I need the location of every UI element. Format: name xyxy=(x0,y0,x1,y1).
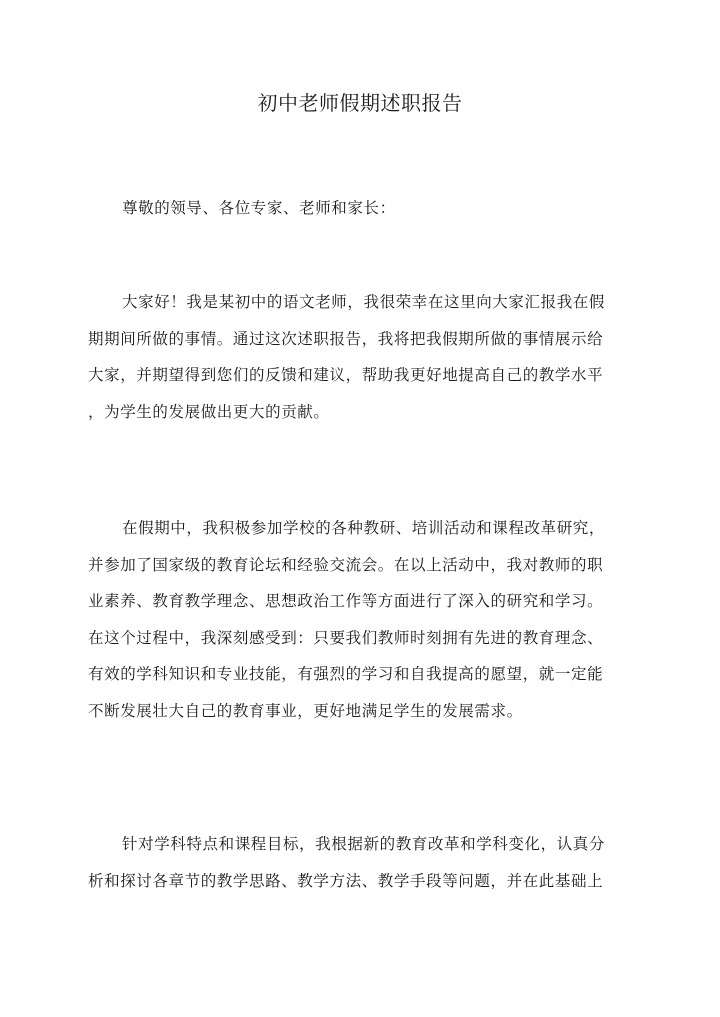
paragraph-line: 大家，并期望得到您们的反馈和建议，帮助我更好地提高自己的教学水平 xyxy=(88,366,604,384)
paragraph-line: ，为学生的发展做出更大的贡献。 xyxy=(88,402,330,421)
paragraph-line: 在这个过程中，我深刻感受到：只要我们教师时刻拥有先进的教育理念、 xyxy=(88,628,604,647)
paragraph-line: 析和探讨各章节的教学思路、教学方法、教学手段等问题，并在此基础上 xyxy=(88,871,604,890)
document-title: 初中老师假期述职报告 xyxy=(257,91,463,115)
paragraph-line: 针对学科特点和课程目标，我根据新的教育改革和学科变化，认真分 xyxy=(122,835,606,853)
paragraph-line: 有效的学科知识和专业技能，有强烈的学习和自我提高的愿望，就一定能 xyxy=(88,665,604,683)
paragraph-line: 期期间所做的事情。通过这次述职报告，我将把我假期所做的事情展示给 xyxy=(88,329,604,348)
paragraph-line: 尊敬的领导、各位专家、老师和家长： xyxy=(122,199,396,217)
activities-paragraph xyxy=(88,510,636,729)
teaching-paragraph xyxy=(88,826,636,899)
greeting-paragraph xyxy=(88,190,636,227)
paragraph-line: 业素养、教育教学理念、思想政治工作等方面进行了深入的研究和学习。 xyxy=(88,592,604,610)
intro-paragraph xyxy=(88,284,636,430)
paragraph-line: 在假期中，我积极参加学校的各种教研、培训活动和课程改革研究， xyxy=(122,519,606,537)
paragraph-line: 并参加了国家级的教育论坛和经验交流会。在以上活动中，我对教师的职 xyxy=(88,555,604,574)
paragraph-line: 不断发展壮大自己的教育事业，更好地满足学生的发展需求。 xyxy=(88,701,523,720)
paragraph-line: 大家好！我是某初中的语文老师，我很荣幸在这里向大家汇报我在假 xyxy=(122,293,606,311)
